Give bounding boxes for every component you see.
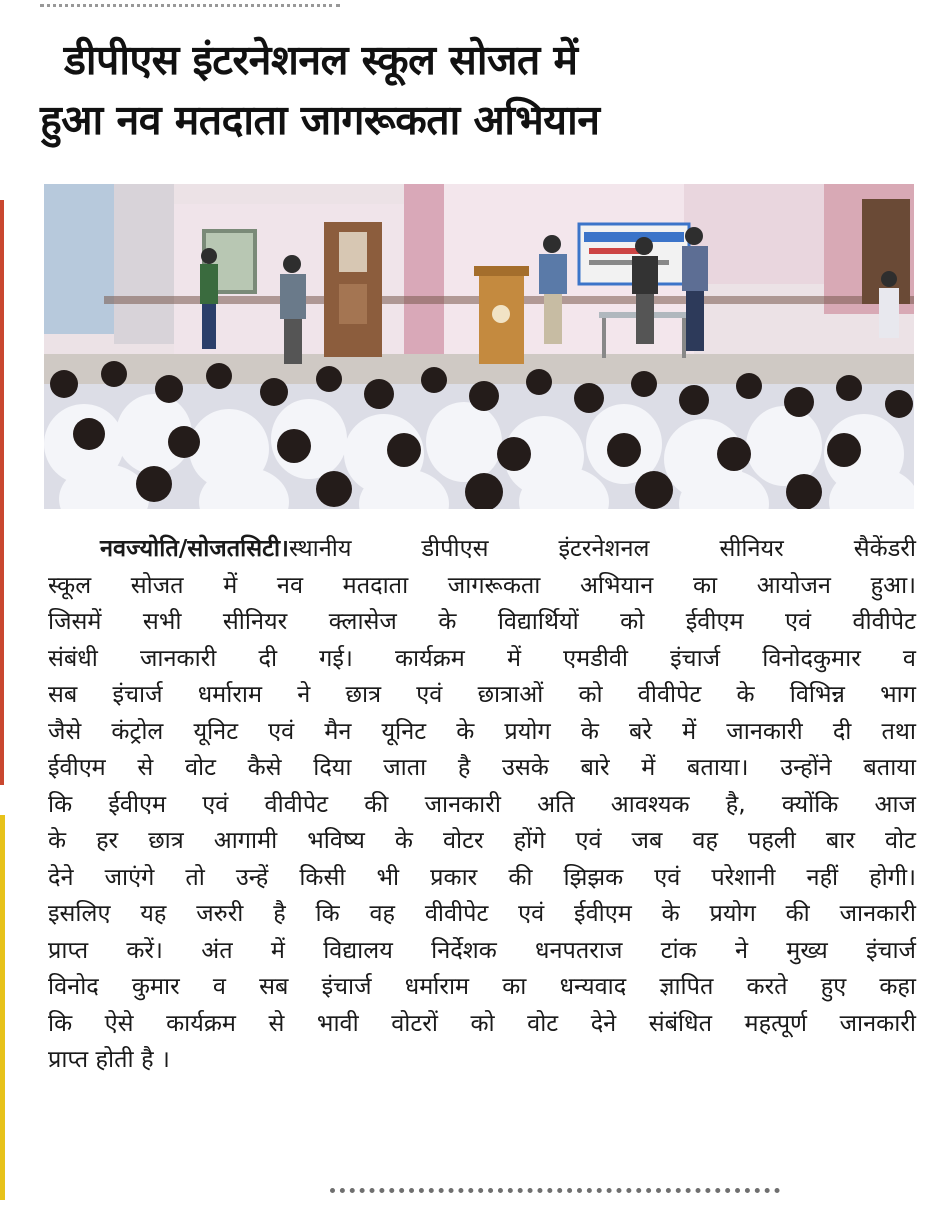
article-first-line-text: स्थानीय डीपीएस इंटरनेशनल सीनियर सैकेंडरी <box>288 534 916 562</box>
article-line: देने जाएंगे तो उन्हें किसी भी प्रकार की झिझक एवं परेशानी नहीं होगी। <box>48 862 916 891</box>
article-line: इसलिए यह जरुरी है कि वह वीवीपेट एवं ईवीएम के प्रयोग की जानकारी <box>48 899 916 927</box>
article-line: कि ईवीएम एवं वीवीपेट की जानकारी अति आवश्यक है, क्योंकि आज <box>48 789 916 818</box>
clipped-next-headline <box>330 1188 780 1205</box>
news-photo <box>44 184 914 509</box>
article-dateline: नवज्योति/सोजतसिटी। <box>100 534 289 562</box>
article-line: जैसे कंट्रोल यूनिट एवं मैन यूनिट के प्रयोग के बरे में जानकारी दी तथा <box>48 716 916 745</box>
article-line: विनोद कुमार व सब इंचार्ज धर्माराम का धन्यवाद ज्ञापित करते हुए कहा <box>48 972 916 1000</box>
article-line <box>48 530 916 567</box>
article-line: स्कूल सोजत में नव मतदाता जागरूकता अभियान का आयोजन हुआ। <box>48 570 916 599</box>
article-line: सब इंचार्ज धर्माराम ने छात्र एवं छात्राओं को वीवीपेट के विभिन्न भाग <box>48 680 916 708</box>
news-headline <box>40 30 920 150</box>
left-color-rule-red <box>0 200 4 785</box>
left-color-rule-yellow <box>0 815 5 1200</box>
article-line: संबंधी जानकारी दी गई। कार्यक्रम में एमडीवी इंचार्ज विनोदकुमार व <box>48 643 916 672</box>
article-line: कि ऐसे कार्यक्रम से भावी वोटरों को वोट देने संबंधित महत्पूर्ण जानकारी <box>48 1008 916 1037</box>
article-body <box>48 530 916 1078</box>
photo-illustration <box>44 184 914 509</box>
article-line: जिसमें सभी सीनियर क्लासेज के विद्यार्थियों को ईवीएम एवं वीवीपेट <box>48 607 916 635</box>
clipped-previous-headline <box>0 0 950 12</box>
headline-line-2: हुआ नव मतदाता जागरूकता अभियान <box>40 96 600 144</box>
article-line: प्राप्त करें। अंत में विद्यालय निर्देशक धनपतराज टांक ने मुख्य इंचार्ज <box>48 935 916 964</box>
article-line: के हर छात्र आगामी भविष्य के वोटर होंगे एवं जब वह पहली बार वोट <box>48 826 916 854</box>
headline-line-1: डीपीएस इंटरनेशनल स्कूल सोजत में <box>64 36 578 84</box>
article-last-line: प्राप्त होती है । <box>48 1045 170 1073</box>
article-line: ईवीएम से वोट कैसे दिया जाता है उसके बारे में बताया। उन्होंने बताया <box>48 753 916 781</box>
